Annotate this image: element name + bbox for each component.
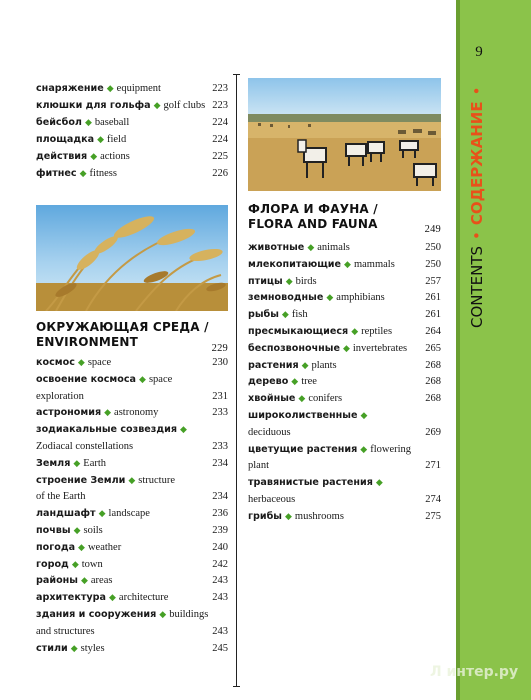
entry-en: field xyxy=(106,134,127,145)
entry-ru: широколиственные xyxy=(248,410,358,421)
entry-ru: бейсбол xyxy=(36,117,82,128)
contents-entry xyxy=(36,558,228,572)
contents-entry xyxy=(36,167,228,181)
entry-ru: почвы xyxy=(36,525,71,536)
sidebar-dot-end: • xyxy=(468,86,486,96)
bullet-dot-icon: ◆ xyxy=(104,408,112,419)
bullet-dot-icon: ◆ xyxy=(79,169,87,179)
bullet-dot-icon: ◆ xyxy=(73,526,81,536)
sidebar-title-ru: СОДЕРЖАНИЕ xyxy=(468,101,486,226)
entry-en: mushrooms xyxy=(294,510,344,522)
entry-ru: снаряжение xyxy=(36,83,104,94)
entry-ru: строение Земли xyxy=(36,474,126,486)
bullet-dot-icon: ◆ xyxy=(90,152,98,162)
contents-entry xyxy=(36,373,228,387)
page-number: 9 xyxy=(475,44,483,60)
entry-page: 236 xyxy=(212,508,228,520)
entry-en: styles xyxy=(80,642,105,654)
entry-en: herbaceous xyxy=(248,494,296,505)
contents-entry xyxy=(36,116,228,130)
entry-ru: беспозвоночные xyxy=(248,342,340,354)
entry-page: 243 xyxy=(212,625,228,637)
contents-entry xyxy=(248,342,441,356)
bullet-dot-icon: ◆ xyxy=(77,358,85,368)
entry-en: invertebrates xyxy=(352,342,408,354)
entry-en: of the Earth xyxy=(36,491,86,503)
entry-en: flowering xyxy=(370,443,412,455)
entry-en: soils xyxy=(83,525,103,536)
contents-entry xyxy=(248,409,441,423)
contents-entry xyxy=(36,608,228,622)
entry-en: and structures xyxy=(36,625,95,637)
entry-ru: архитектура xyxy=(36,592,106,604)
contents-entry xyxy=(36,642,228,656)
entry-ru: животные xyxy=(248,242,305,253)
contents-entry xyxy=(248,325,441,339)
contents-entry xyxy=(248,241,441,255)
entry-page: 224 xyxy=(212,117,228,128)
entry-en: actions xyxy=(100,151,130,162)
entry-ru: город xyxy=(36,558,69,570)
entry-ru: освоение космоса xyxy=(36,373,137,385)
contents-entry xyxy=(248,426,441,439)
contents-entry xyxy=(36,133,228,147)
bullet-dot-icon: ◆ xyxy=(84,118,92,128)
contents-entry xyxy=(248,308,441,322)
entry-ru: погода xyxy=(36,541,76,553)
entry-ru: площадка xyxy=(36,134,95,145)
entry-en: Earth xyxy=(83,457,107,469)
entry-en: space xyxy=(148,373,173,385)
entry-page: 226 xyxy=(212,168,228,179)
entry-page: 268 xyxy=(425,359,441,371)
entry-page: 261 xyxy=(425,309,441,321)
contents-entry xyxy=(36,574,228,588)
entry-page: 223 xyxy=(212,83,228,94)
contents-entry xyxy=(36,423,228,437)
contents-entry xyxy=(36,625,228,638)
bullet-dot-icon: ◆ xyxy=(78,542,85,553)
bullet-dot-icon: ◆ xyxy=(73,458,81,469)
entry-ru: астрономия xyxy=(36,407,102,419)
entry-en: amphibians xyxy=(336,292,385,304)
entry-page: 268 xyxy=(425,393,441,405)
entry-ru: грибы xyxy=(248,510,282,522)
entry-page: 264 xyxy=(425,326,441,337)
entry-en: areas xyxy=(90,575,113,587)
contents-entry xyxy=(36,541,228,555)
entry-en: plant xyxy=(248,460,269,472)
entry-page: 250 xyxy=(425,258,441,270)
contents-entry xyxy=(248,275,441,289)
divider-tick-bottom xyxy=(233,686,240,687)
entry-ru: птицы xyxy=(248,275,283,287)
entry-ru: районы xyxy=(36,575,78,587)
bullet-dot-icon: ◆ xyxy=(80,576,88,587)
bullet-dot-icon: ◆ xyxy=(153,101,161,111)
entry-ru: хвойные xyxy=(248,393,296,405)
entry-en: fitness xyxy=(89,168,117,179)
entry-en: equipment xyxy=(116,83,161,94)
contents-entry xyxy=(248,291,441,305)
entry-page: 243 xyxy=(212,592,228,604)
bullet-dot-icon: ◆ xyxy=(307,243,315,253)
entry-ru: дерево xyxy=(248,376,289,388)
sidebar-dot: • xyxy=(468,231,486,240)
entry-page: 233 xyxy=(212,407,228,419)
contents-entry xyxy=(248,392,441,406)
contents-entry xyxy=(36,440,228,453)
flora-heading: ФЛОРА И ФАУНА / FLORA AND FAUNA 249 xyxy=(248,202,441,235)
entry-en: tree xyxy=(301,376,317,388)
entry-page: 269 xyxy=(425,426,441,438)
entry-ru: цветущие растения xyxy=(248,443,358,455)
column-divider xyxy=(236,74,237,686)
contents-entry xyxy=(36,356,228,370)
entry-page: 224 xyxy=(212,134,228,145)
entry-ru: ландшафт xyxy=(36,508,96,520)
entry-page: 233 xyxy=(212,441,228,452)
contents-entry xyxy=(248,476,441,490)
bullet-dot-icon: ◆ xyxy=(98,509,106,520)
entry-ru: млекопитающие xyxy=(248,258,342,270)
entry-page: 257 xyxy=(425,275,441,287)
contents-entry xyxy=(248,258,441,272)
entry-en: architecture xyxy=(118,592,169,604)
entry-page: 274 xyxy=(425,494,441,505)
entry-ru: космос xyxy=(36,357,75,368)
entry-page: 230 xyxy=(212,357,228,368)
contents-entry xyxy=(248,443,441,457)
entry-en: golf clubs xyxy=(163,100,206,111)
entry-page: 245 xyxy=(212,642,228,654)
entry-en: structure xyxy=(138,474,175,486)
entry-page: 223 xyxy=(212,100,228,111)
wheat-photo xyxy=(36,205,228,311)
contents-entry xyxy=(248,359,441,373)
entry-en: conifers xyxy=(308,393,343,405)
entry-en: fish xyxy=(291,309,308,321)
bullet-dot-icon: ◆ xyxy=(360,444,368,455)
entry-ru: клюшки для гольфа xyxy=(36,100,151,111)
sidebar-title-en: CONTENTS xyxy=(468,245,486,328)
entry-en: astronomy xyxy=(114,407,159,419)
entry-en: weather xyxy=(87,541,122,553)
entry-en: space xyxy=(87,357,112,368)
entry-page: 271 xyxy=(425,460,441,472)
environment-heading: ОКРУЖАЮЩАЯ СРЕДА / ENVIRONMENT 229 xyxy=(36,320,228,354)
entry-en: town xyxy=(81,558,103,570)
entry-ru: действия xyxy=(36,151,88,162)
entry-ru: стили xyxy=(36,642,68,654)
entry-page: 234 xyxy=(212,491,228,503)
contents-entry xyxy=(36,390,228,403)
sidebar-section-title xyxy=(468,81,486,328)
entry-page: 225 xyxy=(212,151,228,162)
entry-en: birds xyxy=(295,275,317,287)
bullet-dot-icon: ◆ xyxy=(106,84,114,94)
entry-ru: здания и сооружения xyxy=(36,609,157,620)
entry-page: 275 xyxy=(425,510,441,522)
entry-en: buildings xyxy=(169,609,209,620)
entry-ru: Земля xyxy=(36,457,71,469)
entry-en: baseball xyxy=(94,117,130,128)
entry-page: 243 xyxy=(212,575,228,587)
contents-entry xyxy=(36,490,228,503)
bullet-dot-icon: ◆ xyxy=(109,593,116,604)
entry-page: 268 xyxy=(425,376,441,388)
entry-page: 261 xyxy=(425,292,441,304)
contents-entry xyxy=(36,406,228,420)
contents-entry xyxy=(248,375,441,389)
entry-ru: земноводные xyxy=(248,292,324,304)
bullet-dot-icon: ◆ xyxy=(70,643,78,654)
bullet-dot-icon: ◆ xyxy=(351,327,359,337)
bullet-dot-icon: ◆ xyxy=(284,511,292,522)
entry-ru: фитнес xyxy=(36,168,77,179)
contents-entry xyxy=(248,459,441,472)
entry-page: 231 xyxy=(212,390,228,402)
contents-entry xyxy=(36,150,228,164)
entry-en: animals xyxy=(317,242,350,253)
bullet-dot-icon: ◆ xyxy=(97,135,104,145)
entry-en: exploration xyxy=(36,390,84,402)
entry-page: 239 xyxy=(212,525,228,536)
bullet-dot-icon: ◆ xyxy=(128,475,136,486)
entry-en: landscape xyxy=(108,508,150,520)
contents-entry xyxy=(36,457,228,471)
contents-entry xyxy=(248,510,441,524)
sidebar-edge xyxy=(456,0,460,700)
bullet-dot-icon: ◆ xyxy=(291,377,299,388)
contents-entry xyxy=(36,507,228,521)
entry-en: mammals xyxy=(353,258,395,270)
entry-page: 234 xyxy=(212,457,228,469)
entry-ru: растения xyxy=(248,359,299,371)
bullet-dot-icon: ◆ xyxy=(298,394,306,405)
entry-page: 265 xyxy=(425,342,441,354)
contents-entry xyxy=(36,82,228,96)
entry-page: 250 xyxy=(425,242,441,253)
entry-en: Zodiacal constellations xyxy=(36,441,134,452)
zebra-photo xyxy=(248,78,441,191)
entry-en: reptiles xyxy=(361,326,393,337)
entry-en: plants xyxy=(311,359,337,371)
watermark: Л интер.ру xyxy=(430,664,519,680)
bullet-dot-icon: ◆ xyxy=(375,478,383,489)
bullet-dot-icon: ◆ xyxy=(285,276,293,287)
bullet-dot-icon: ◆ xyxy=(139,374,146,385)
entry-en: deciduous xyxy=(248,426,291,438)
bullet-dot-icon: ◆ xyxy=(179,425,187,436)
entry-ru: зодиакальные созвездия xyxy=(36,424,177,436)
divider-tick-top xyxy=(233,74,240,75)
bullet-dot-icon: ◆ xyxy=(344,259,351,270)
bullet-dot-icon: ◆ xyxy=(360,411,368,421)
bullet-dot-icon: ◆ xyxy=(326,293,334,304)
bullet-dot-icon: ◆ xyxy=(342,343,350,354)
entry-page: 240 xyxy=(212,541,228,553)
entry-ru: травянистые растения xyxy=(248,477,373,489)
bullet-dot-icon: ◆ xyxy=(301,360,309,371)
contents-entry xyxy=(36,474,228,488)
entry-ru: пресмыкающиеся xyxy=(248,326,349,337)
contents-entry xyxy=(36,99,228,113)
bullet-dot-icon: ◆ xyxy=(71,559,79,570)
contents-entry xyxy=(36,524,228,538)
entry-ru: рыбы xyxy=(248,309,279,321)
contents-entry xyxy=(248,493,441,506)
bullet-dot-icon: ◆ xyxy=(281,310,289,321)
bullet-dot-icon: ◆ xyxy=(159,610,167,620)
entry-page: 242 xyxy=(212,558,228,570)
contents-entry xyxy=(36,591,228,605)
